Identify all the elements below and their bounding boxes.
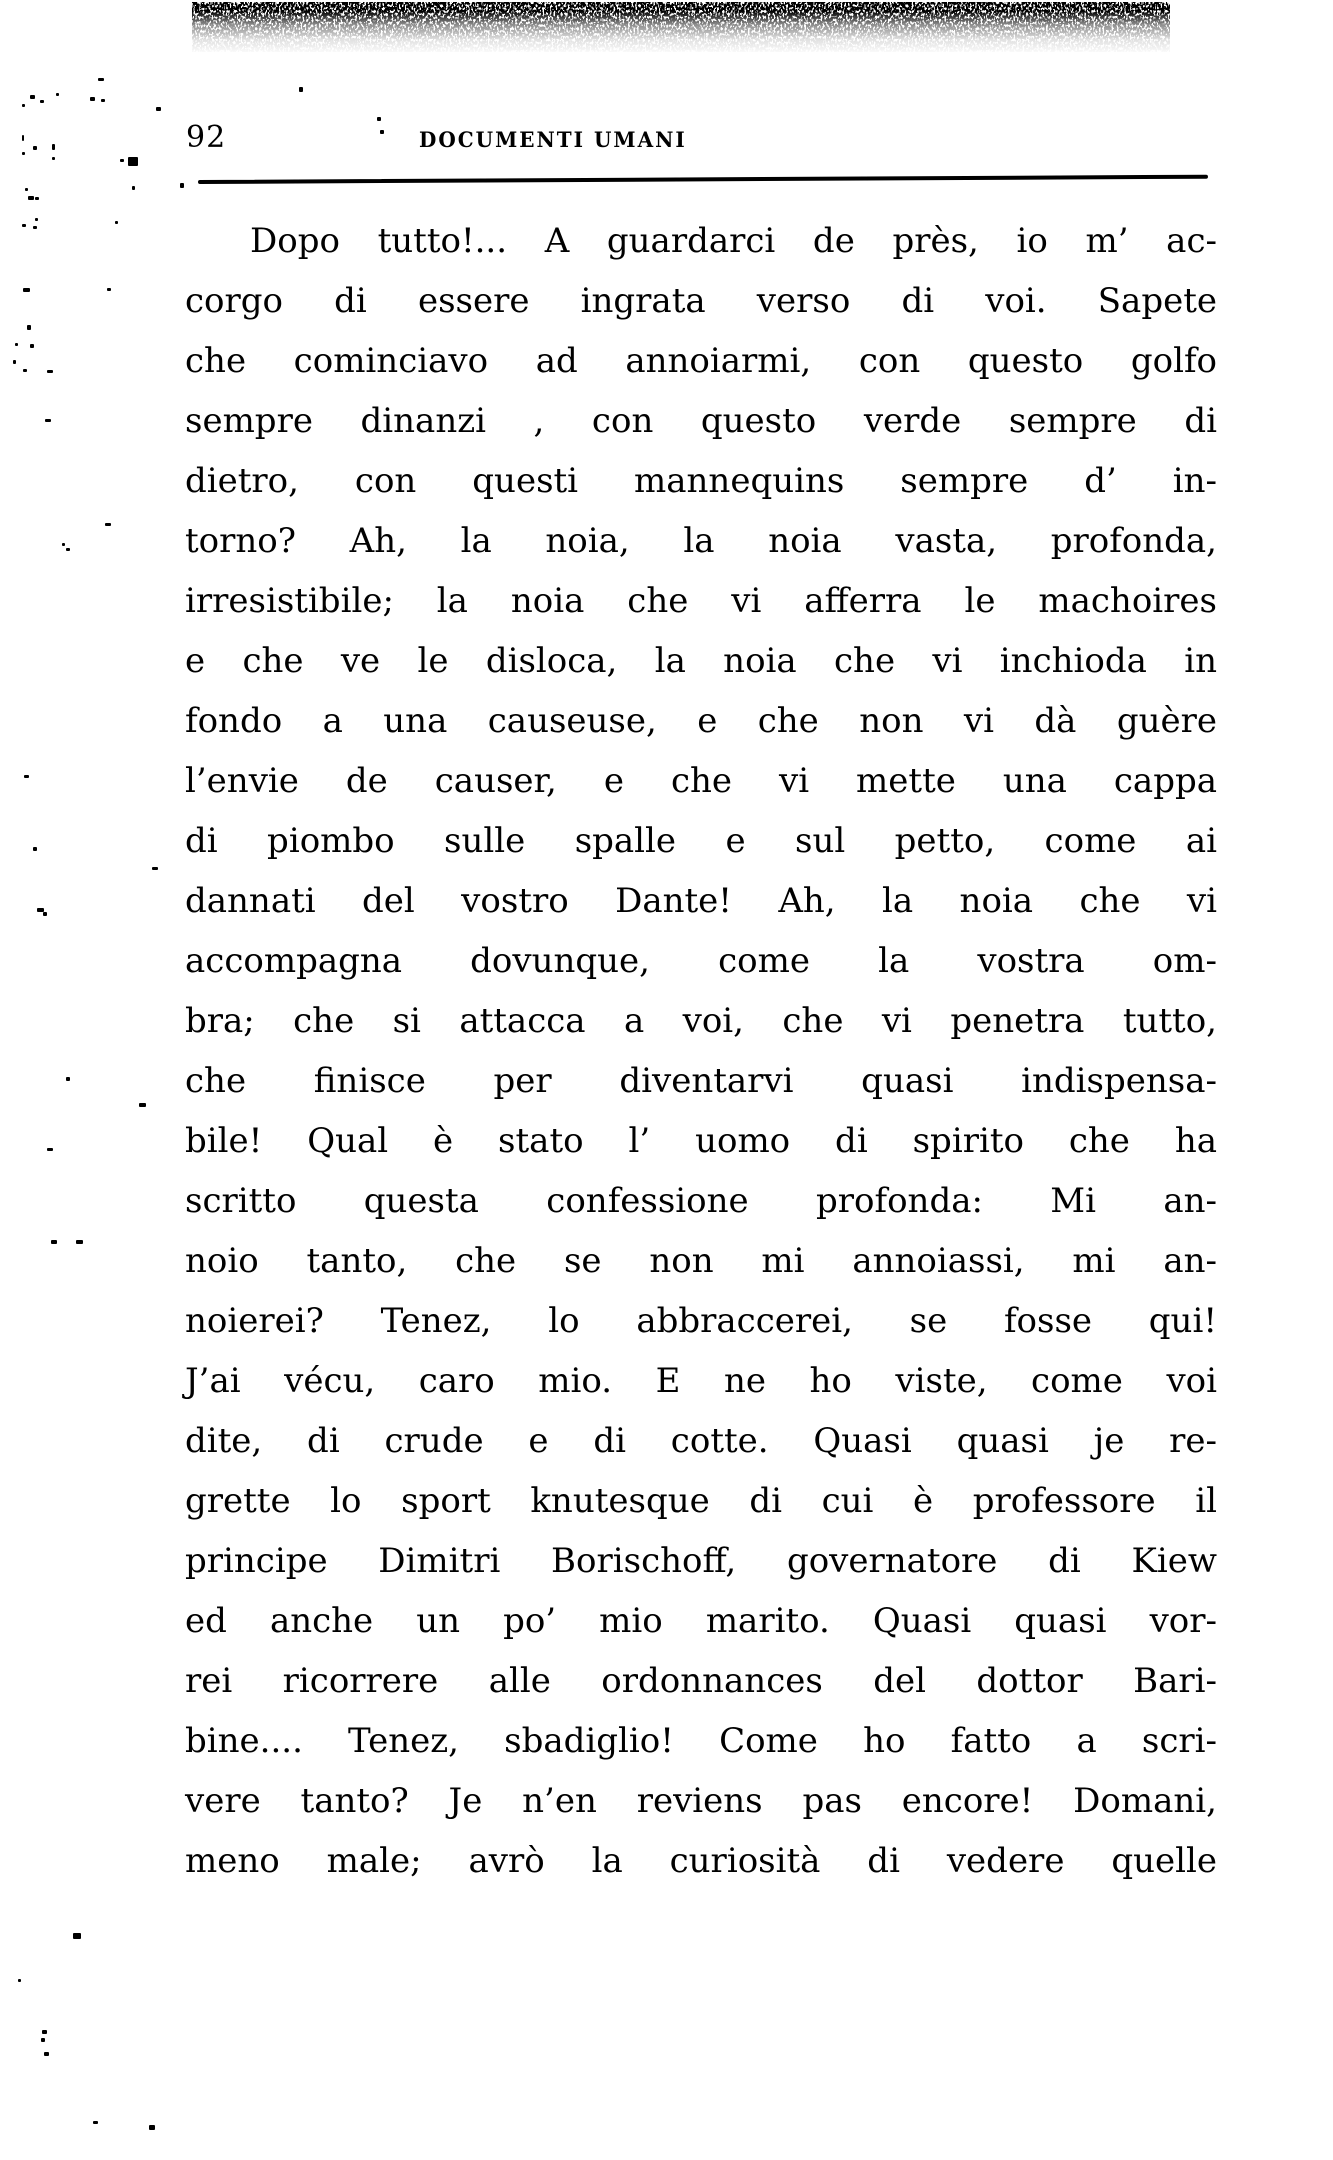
speck [42, 2030, 47, 2034]
speck [56, 93, 59, 96]
text-line: meno male; avrò la curiosità di vedere quelle [185, 1841, 1217, 1881]
text-line: irresistibile; la noia che vi afferra le machoires [185, 581, 1217, 621]
speck [24, 775, 29, 778]
speck [23, 369, 27, 372]
scan-edge-noise [192, 2, 1170, 52]
speck [152, 867, 158, 870]
speck [25, 188, 28, 191]
speck [43, 912, 47, 916]
speck [149, 2125, 155, 2130]
speck [33, 146, 37, 150]
speck [28, 196, 34, 200]
speck [62, 543, 65, 546]
text-line: l’envie de causer, e che vi mette una cappa [185, 761, 1217, 801]
text-line: torno? Ah, la noia, la noia vasta, profonda, [185, 521, 1217, 561]
speck [27, 325, 31, 330]
text-line: grette lo sport knutesque di cui è professore il [185, 1481, 1217, 1521]
speck [66, 548, 70, 551]
running-header-title: DOCUMENTI UMANI [419, 127, 687, 153]
speck [22, 152, 25, 155]
speck [120, 159, 124, 162]
text-line: di piombo sulle spalle e sul petto, come ai [185, 821, 1217, 861]
text-line: dietro, con questi mannequins sempre d’ in- [185, 461, 1217, 501]
speck [15, 343, 18, 346]
speck [35, 197, 39, 200]
text-line: rei ricorrere alle ordonnances del dottor Bari- [185, 1661, 1217, 1701]
speck [33, 226, 37, 229]
text-line: ed anche un po’ mio marito. Quasi quasi vor- [185, 1601, 1217, 1641]
speck [40, 100, 44, 103]
text-line: che finisce per diventarvi quasi indispensa- [185, 1061, 1217, 1101]
text-line: dannati del vostro Dante! Ah, la noia che vi [185, 881, 1217, 921]
speck [30, 344, 34, 348]
text-line: J’ai vécu, caro mio. E ne ho viste, come voi [185, 1361, 1217, 1401]
speck [139, 1103, 146, 1107]
speck [107, 288, 111, 291]
text-line: Dopo tutto!... A guardarci de près, io m’ ac- [250, 221, 1217, 261]
speck [105, 523, 111, 526]
page-number: 92 [186, 120, 227, 155]
speck [41, 2038, 45, 2042]
text-line: che cominciavo ad annoiarmi, con questo golfo [185, 341, 1217, 381]
text-line: scritto questa confessione profonda: Mi an- [185, 1181, 1217, 1221]
speck [132, 186, 135, 190]
speck [33, 847, 37, 851]
speck [98, 78, 104, 81]
text-line: bile! Qual è stato l’ uomo di spirito che ha [185, 1121, 1217, 1161]
speck [380, 130, 384, 134]
text-line: e che ve le disloca, la noia che vi inchioda in [185, 641, 1217, 681]
text-line: corgo di essere ingrata verso di voi. Sapete [185, 281, 1217, 321]
speck [52, 157, 55, 160]
speck [101, 99, 105, 102]
speck [44, 2052, 49, 2056]
speck [18, 1979, 21, 1982]
speck [22, 104, 25, 107]
speck [377, 117, 381, 121]
header-rule [198, 175, 1208, 184]
speck [45, 419, 51, 422]
text-line: fondo a una causeuse, e che non vi dà guère [185, 701, 1217, 741]
text-line: vere tanto? Je n’en reviens pas encore! Domani, [185, 1781, 1217, 1821]
speck [299, 87, 303, 92]
speck [35, 218, 38, 221]
speck [66, 1077, 70, 1081]
speck [30, 95, 35, 99]
speck [13, 360, 16, 364]
body-text-block [185, 211, 1217, 1891]
speck [180, 183, 184, 188]
speck [22, 135, 24, 141]
speck [76, 1240, 83, 1244]
speck [23, 288, 30, 292]
text-line: sempre dinanzi , con questo verde sempre di [185, 401, 1217, 441]
text-line: noio tanto, che se non mi annoiassi, mi an- [185, 1241, 1217, 1281]
text-line: principe Dimitri Borischoff, governatore di Kiew [185, 1541, 1217, 1581]
speck [93, 2121, 98, 2124]
speck [115, 221, 118, 224]
text-line: bra; che si attacca a voi, che vi penetra tutto, [185, 1001, 1217, 1041]
text-line: noierei? Tenez, lo abbraccerei, se fosse qui! [185, 1301, 1217, 1341]
speck [90, 97, 95, 101]
speck [73, 1933, 81, 1939]
speck [22, 224, 26, 227]
text-line: accompagna dovunque, come la vostra om- [185, 941, 1217, 981]
speck [128, 157, 138, 166]
text-line: dite, di crude e di cotte. Quasi quasi je re- [185, 1421, 1217, 1461]
speck [156, 107, 161, 111]
speck [47, 370, 53, 373]
speck [47, 1148, 53, 1151]
speck [52, 144, 55, 150]
text-line: bine.... Tenez, sbadiglio! Come ho fatto a scri- [185, 1721, 1217, 1761]
speck [51, 1240, 57, 1244]
